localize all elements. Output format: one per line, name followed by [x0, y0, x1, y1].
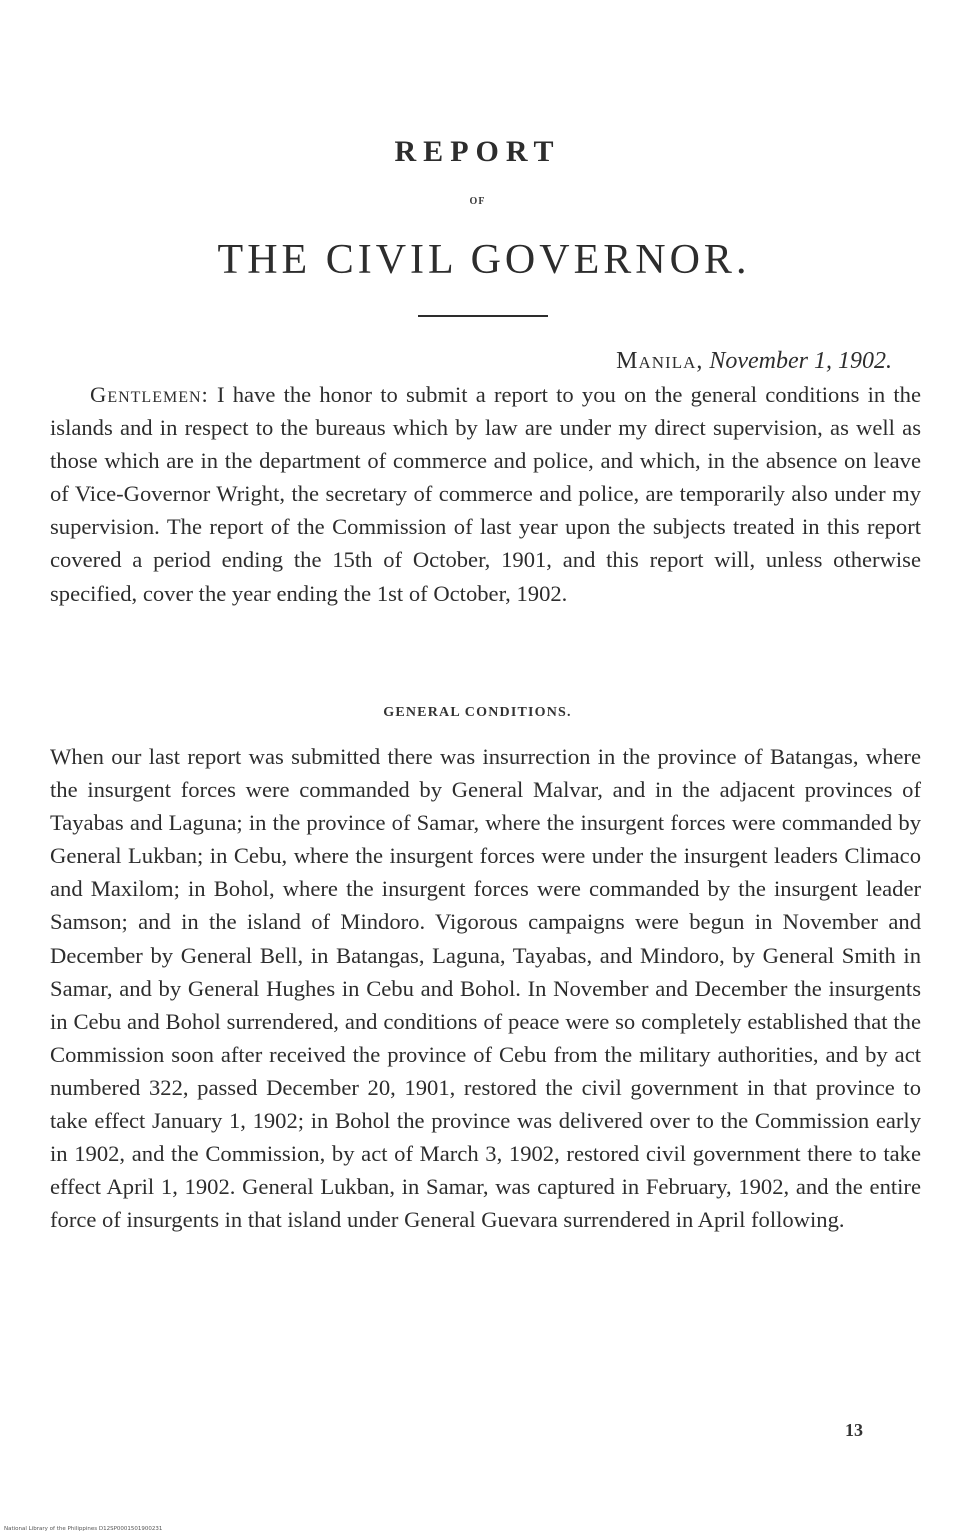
title-divider	[418, 315, 548, 317]
report-title: REPORT	[394, 135, 561, 168]
dateline	[616, 348, 892, 375]
title-connector: OF	[469, 196, 486, 207]
salutation-lead	[50, 382, 209, 407]
page-number: 13	[845, 1420, 863, 1440]
dateline-date: November 1, 1902.	[709, 348, 892, 374]
salutation: Gentlemen:	[90, 382, 209, 407]
opening-paragraph-text: I have the honor to submit a report to you on the general conditions in the islands and in respect to the bureaus which by law are under my direct supervision, as well as those which are in the department of commerce and police, and which, in the absence on leave of Vice-Governor Wright, the secretary of commerce and police, are temporarily also under my supervision. The report of the Commission of last year upon the subjects treated in this report covered a period ending the 15th of October, 1901, and this report will, unless otherwise specified, cover the year ending the 1st of October, 1902.	[50, 382, 921, 606]
opening-paragraph	[50, 378, 921, 610]
library-credit: National Library of the Philippines D12SP0001501900231	[4, 1526, 163, 1532]
section-heading: GENERAL CONDITIONS.	[383, 705, 572, 720]
dateline-place: Manila,	[616, 348, 704, 374]
conditions-paragraph: When our last report was submitted there was insurrection in the province of Batangas, where the insurgent forces were commanded by General Malvar, and in the adjacent provinces of Tayabas and Laguna; in the province of Samar, where the insurgent forces were commanded by General Lukban; in Cebu, where the insurgent forces were under the insurgent leaders Climaco and Maxilom; in Bohol, where the insurgent forces were commanded by the insurgent leader Samson; and in the island of Mindoro. Vigorous campaigns were begun in November and December by General Bell, in Batangas, Laguna, Tayabas, and Mindoro, by General Smith in Samar, and by General Hughes in Cebu and Bohol. In November and December the insurgents in Cebu and Bohol surrendered, and conditions of peace were so completely established that the Commission soon after received the province of Cebu from the military authorities, and by act numbered 322, passed December 20, 1901, restored the civil government in that province to take effect January 1, 1902; in Bohol the province was delivered over to the Commission early in 1902, and the Commission, by act of March 3, 1902, restored civil government there to take effect April 1, 1902. General Lukban, in Samar, was captured in February, 1902, and the entire force of insurgents in that island under General Guevara surrendered in April following.	[50, 744, 921, 1233]
report-subtitle: THE CIVIL GOVERNOR.	[217, 237, 751, 283]
